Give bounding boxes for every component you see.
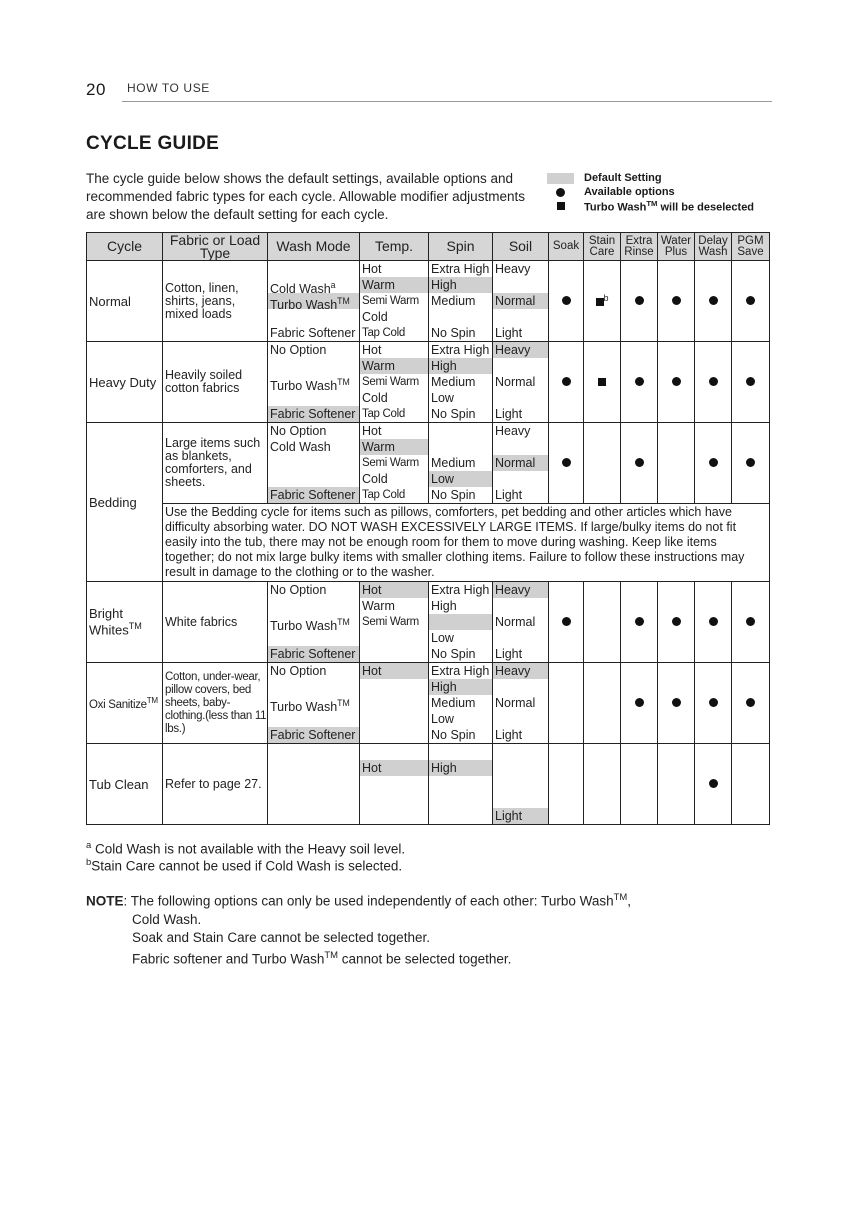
bedding-pgm-save	[732, 423, 770, 504]
bright-whites-delay-wash	[695, 582, 732, 663]
normal-pgm-save	[732, 261, 770, 342]
temp-heavy-duty: Hot Warm Semi Warm Cold Tap Cold	[360, 342, 429, 423]
legend	[547, 171, 754, 213]
dot-icon	[635, 698, 644, 707]
spin-oxi-sanitize: Extra High High Medium Low No Spin	[429, 663, 493, 744]
dot-icon	[746, 698, 755, 707]
normal-delay-wash	[695, 261, 732, 342]
wash-oxi-sanitize: No Option Turbo Wash™ Fabric Softener	[268, 663, 360, 744]
fabric-bedding: Large items such as blankets, comforters, and sheets.	[163, 423, 268, 504]
spin-normal: Extra High High Medium No Spin	[429, 261, 493, 342]
note-line-1: NOTE: The following options can only be used independently of each other: Turbo Wash™,	[86, 892, 631, 909]
dot-icon	[672, 377, 681, 386]
col-temp: Temp.	[360, 233, 429, 261]
temp-normal: Hot Warm Semi Warm Cold Tap Cold	[360, 261, 429, 342]
bedding-stain-care	[584, 423, 621, 504]
wash-tub-clean	[268, 744, 360, 825]
spin-heavy-duty: Extra High High Medium Low No Spin	[429, 342, 493, 423]
header-rule	[122, 101, 772, 102]
dot-icon	[635, 458, 644, 467]
fabric-normal: Cotton, linen, shirts, jeans, mixed loads	[163, 261, 268, 342]
spin-bright-whites: Extra High High Low No Spin	[429, 582, 493, 663]
note-line-3: Soak and Stain Care cannot be selected together.	[132, 929, 430, 945]
normal-soak	[549, 261, 584, 342]
normal-water-plus	[658, 261, 695, 342]
soil-heavy-duty: Heavy Normal Light	[493, 342, 549, 423]
dot-icon	[709, 779, 718, 788]
soil-bedding: Heavy Normal Light	[493, 423, 549, 504]
tub-clean-extra-rinse	[621, 744, 658, 825]
oxi-sanitize-extra-rinse	[621, 663, 658, 744]
tub-clean-soak	[549, 744, 584, 825]
spin-bedding: Medium Low No Spin	[429, 423, 493, 504]
bedding-note: Use the Bedding cycle for items such as pillows, comforters, pet bedding and other articles which have difficulty absorbing water. DO NOT WASH EXCESSIVELY LARGE ITEMS. If large/bulky items do not fit easily into the tub, there may not be enough room for them to move during washing. Keep like items together; do not mix large bulky items with smaller clothing items. Failure to follow these instructions may result in damage to the clothing or to the washer.	[163, 504, 770, 582]
normal-extra-rinse	[621, 261, 658, 342]
bedding-soak	[549, 423, 584, 504]
legend-available-label: Available options	[584, 186, 675, 198]
dot-icon	[709, 698, 718, 707]
tub-clean-delay-wash	[695, 744, 732, 825]
dot-icon	[672, 617, 681, 626]
col-fabric: Fabric or Load Type	[163, 233, 268, 261]
heavy-duty-pgm-save	[732, 342, 770, 423]
temp-oxi-sanitize: Hot	[360, 663, 429, 744]
square-icon	[596, 298, 604, 306]
row-bright-whites	[87, 582, 770, 663]
temp-tub-clean: Hot	[360, 744, 429, 825]
col-spin: Spin	[429, 233, 493, 261]
oxi-sanitize-soak	[549, 663, 584, 744]
col-water-plus: Water Plus	[658, 233, 695, 261]
bedding-delay-wash	[695, 423, 732, 504]
cycle-tub-clean: Tub Clean	[87, 744, 163, 825]
bright-whites-soak	[549, 582, 584, 663]
bright-whites-extra-rinse	[621, 582, 658, 663]
wash-option: Fabric Softener	[270, 326, 356, 340]
wash-bedding: No Option Cold Wash Fabric Softener	[268, 423, 360, 504]
oxi-sanitize-pgm-save	[732, 663, 770, 744]
fabric-heavy-duty: Heavily soiled cotton fabrics	[163, 342, 268, 423]
bright-whites-water-plus	[658, 582, 695, 663]
row-normal	[87, 261, 770, 342]
heavy-duty-delay-wash	[695, 342, 732, 423]
wash-option: Turbo Wash™	[268, 293, 359, 309]
intro-text: The cycle guide below shows the default settings, available options and recommended fabric types for each cycle. Allowable modifier adjustments are shown below the default setting for each cycle.	[86, 171, 525, 222]
dot-icon	[635, 377, 644, 386]
fabric-oxi-sanitize: Cotton, under-wear, pillow covers, bed sheets, baby-clothing.(less than 11 lbs.)	[163, 663, 268, 744]
cycle-bedding: Bedding	[87, 423, 163, 582]
dot-icon	[562, 377, 571, 386]
wash-bright-whites: No Option Turbo Wash™ Fabric Softener	[268, 582, 360, 663]
heavy-duty-stain-care	[584, 342, 621, 423]
dot-icon	[746, 377, 755, 386]
row-heavy-duty	[87, 342, 770, 423]
square-icon	[598, 378, 606, 386]
bedding-water-plus	[658, 423, 695, 504]
wash-normal	[268, 261, 360, 342]
tub-clean-water-plus	[658, 744, 695, 825]
cycle-bright-whites: Bright Whites™	[87, 582, 163, 663]
oxi-sanitize-water-plus	[658, 663, 695, 744]
spin-tub-clean: High	[429, 744, 493, 825]
wash-heavy-duty: No Option Turbo Wash™ Fabric Softener	[268, 342, 360, 423]
soil-tub-clean: Light	[493, 744, 549, 825]
fabric-bright-whites: White fabrics	[163, 582, 268, 663]
footnote-b: $^b$Stain Care cannot be used if Cold Wash is selected.	[86, 857, 403, 874]
col-extra-rinse: Extra Rinse	[621, 233, 658, 261]
row-oxi-sanitize	[87, 663, 770, 744]
heavy-duty-extra-rinse	[621, 342, 658, 423]
col-soak: Soak	[549, 233, 584, 261]
col-stain-care: Stain Care	[584, 233, 621, 261]
dot-icon	[562, 296, 571, 305]
temp-bedding: Hot Warm Semi Warm Cold Tap Cold	[360, 423, 429, 504]
heavy-duty-water-plus	[658, 342, 695, 423]
legend-turbo-label: Turbo Wash™ will be deselected	[584, 198, 755, 214]
oxi-sanitize-stain-care	[584, 663, 621, 744]
soil-oxi-sanitize: Heavy Normal Light	[493, 663, 549, 744]
bedding-extra-rinse	[621, 423, 658, 504]
oxi-sanitize-delay-wash	[695, 663, 732, 744]
legend-turbo	[547, 199, 754, 213]
tub-clean-stain-care	[584, 744, 621, 825]
row-bedding-note	[87, 504, 770, 582]
header-row	[87, 233, 770, 261]
soil-bright-whites: Heavy Normal Light	[493, 582, 549, 663]
section-title: HOW TO USE	[127, 81, 210, 95]
cycle-guide-table	[86, 232, 770, 825]
dot-icon	[556, 188, 565, 197]
dot-icon	[709, 296, 718, 305]
bright-whites-pgm-save	[732, 582, 770, 663]
dot-icon	[709, 377, 718, 386]
col-cycle: Cycle	[87, 233, 163, 261]
col-delay-wash: Delay Wash	[695, 233, 732, 261]
cycle-normal: Normal	[87, 261, 163, 342]
row-bedding	[87, 423, 770, 504]
row-tub-clean	[87, 744, 770, 825]
note-line-4: Fabric softener and Turbo Wash™ cannot be selected together.	[132, 949, 512, 966]
dot-icon	[746, 296, 755, 305]
dot-icon	[672, 296, 681, 305]
heavy-duty-soak	[549, 342, 584, 423]
dot-icon	[562, 617, 571, 626]
col-pgm-save: PGM Save	[732, 233, 770, 261]
dot-icon	[635, 296, 644, 305]
note-line-2: Cold Wash.	[132, 911, 202, 927]
dot-icon	[746, 617, 755, 626]
normal-stain-care: b	[584, 261, 621, 342]
soil-normal: Heavy Normal Light	[493, 261, 549, 342]
page-title: CYCLE GUIDE	[86, 133, 220, 154]
tub-clean-pgm-save	[732, 744, 770, 825]
dot-icon	[709, 458, 718, 467]
legend-default-label: Default Setting	[584, 172, 662, 184]
cycle-heavy-duty: Heavy Duty	[87, 342, 163, 423]
cycle-oxi-sanitize: Oxi Sanitize™	[87, 663, 163, 744]
fabric-tub-clean: Refer to page 27.	[163, 744, 268, 825]
footnote-a: $^a$ Cold Wash is not available with the Heavy soil level.	[86, 840, 406, 857]
dot-icon	[672, 698, 681, 707]
square-icon	[557, 202, 565, 210]
dot-icon	[562, 458, 571, 467]
dot-icon	[635, 617, 644, 626]
page-number: 20	[86, 80, 106, 99]
dot-icon	[709, 617, 718, 626]
dot-icon	[746, 458, 755, 467]
col-soil: Soil	[493, 233, 549, 261]
default-swatch	[547, 173, 574, 184]
col-wash-mode: Wash Mode	[268, 233, 360, 261]
legend-default	[547, 171, 754, 185]
bright-whites-stain-care	[584, 582, 621, 663]
wash-option: Cold Wash$^a$	[270, 280, 336, 293]
note-block	[86, 889, 631, 968]
legend-available	[547, 185, 754, 199]
temp-bright-whites: Hot Warm Semi Warm	[360, 582, 429, 663]
